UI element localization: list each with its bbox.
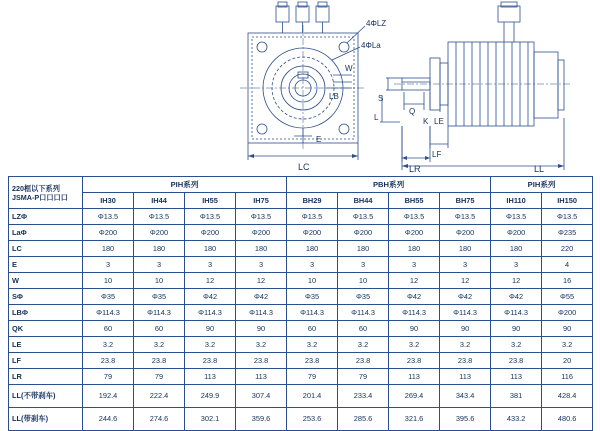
row-label-lb: LBΦ	[9, 305, 83, 321]
cell: Φ114.3	[287, 305, 338, 321]
label-le-side: LE	[434, 117, 444, 126]
row-label-e: E	[9, 257, 83, 273]
cell: 233.4	[338, 385, 389, 408]
cell: 3.2	[83, 337, 134, 353]
cell: 180	[287, 241, 338, 257]
table-row	[9, 257, 593, 273]
cell: 4	[542, 257, 593, 273]
cell: 10	[287, 273, 338, 289]
label-q-side: Q	[409, 107, 416, 116]
row-label-lz: LZΦ	[9, 209, 83, 225]
group-header-pih-1: PIH系列	[83, 177, 287, 193]
row-label-lr: LR	[9, 369, 83, 385]
cell: 90	[389, 321, 440, 337]
label-lb-front: LB	[329, 92, 339, 101]
cell: 285.6	[338, 408, 389, 431]
cell: 3.2	[389, 337, 440, 353]
cell: 79	[338, 369, 389, 385]
row-label-le: LE	[9, 337, 83, 353]
column-header-bh29: BH29	[287, 193, 338, 209]
cell: Φ42	[440, 289, 491, 305]
cell: Φ200	[83, 225, 134, 241]
cell: Φ114.3	[440, 305, 491, 321]
label-lr-side: LR	[409, 164, 421, 174]
cell: Φ42	[491, 289, 542, 305]
cell: 60	[134, 321, 185, 337]
cell: 3	[236, 257, 287, 273]
cell: 433.2	[491, 408, 542, 431]
cell: Φ114.3	[491, 305, 542, 321]
cell: 180	[185, 241, 236, 257]
cell: 90	[491, 321, 542, 337]
cell: Φ13.5	[440, 209, 491, 225]
group-header-pbh: PBH系列	[287, 177, 491, 193]
cell: 16	[542, 273, 593, 289]
column-header-ih110: IH110	[491, 193, 542, 209]
cell: 192.4	[83, 385, 134, 408]
cell: Φ200	[185, 225, 236, 241]
cell: 10	[134, 273, 185, 289]
cell: 3.2	[440, 337, 491, 353]
cell: 3.2	[491, 337, 542, 353]
cell: 23.8	[440, 353, 491, 369]
cell: Φ13.5	[338, 209, 389, 225]
cell: 90	[440, 321, 491, 337]
cell: 60	[83, 321, 134, 337]
cell: Φ114.3	[185, 305, 236, 321]
cell: Φ13.5	[491, 209, 542, 225]
cell: Φ35	[83, 289, 134, 305]
cell: 3	[287, 257, 338, 273]
cell: 23.8	[389, 353, 440, 369]
cell: 116	[542, 369, 593, 385]
cell: 269.4	[389, 385, 440, 408]
column-header-ih75: IH75	[236, 193, 287, 209]
cell: 90	[236, 321, 287, 337]
cell: 249.9	[185, 385, 236, 408]
label-lc-front: LC	[298, 162, 310, 172]
table-corner-cell	[9, 177, 83, 209]
cell: 12	[491, 273, 542, 289]
cell: Φ200	[542, 305, 593, 321]
table-row	[9, 273, 593, 289]
cell: 3	[491, 257, 542, 273]
cell: 201.4	[287, 385, 338, 408]
table-row	[9, 225, 593, 241]
cell: 79	[134, 369, 185, 385]
label-w-front: W	[345, 64, 353, 73]
cell: 480.6	[542, 408, 593, 431]
table-row	[9, 337, 593, 353]
cell: 180	[440, 241, 491, 257]
cell: 90	[185, 321, 236, 337]
cell: Φ55	[542, 289, 593, 305]
dimension-table-wrapper	[8, 176, 592, 431]
cell: Φ114.3	[134, 305, 185, 321]
cell: 79	[83, 369, 134, 385]
cell: 20	[542, 353, 593, 369]
cell: 23.8	[287, 353, 338, 369]
cell: 79	[287, 369, 338, 385]
cell: Φ42	[185, 289, 236, 305]
cell: Φ13.5	[236, 209, 287, 225]
cell: Φ35	[134, 289, 185, 305]
cell: Φ114.3	[83, 305, 134, 321]
cell: Φ114.3	[236, 305, 287, 321]
label-e-front: E	[316, 135, 322, 144]
cell: 395.6	[440, 408, 491, 431]
cell: 343.4	[440, 385, 491, 408]
cell: Φ42	[389, 289, 440, 305]
cell: Φ200	[236, 225, 287, 241]
corner-line-1: 220框以下系列	[12, 183, 60, 193]
cell: Φ200	[491, 225, 542, 241]
cell: 23.8	[338, 353, 389, 369]
motor-dimension-drawings	[0, 0, 600, 175]
row-label-s: SΦ	[9, 289, 83, 305]
table-row	[9, 369, 593, 385]
row-label-lf: LF	[9, 353, 83, 369]
cell: Φ13.5	[542, 209, 593, 225]
cell: 3.2	[134, 337, 185, 353]
cell: 3	[440, 257, 491, 273]
cell: 428.4	[542, 385, 593, 408]
cell: 3	[134, 257, 185, 273]
cell: 381	[491, 385, 542, 408]
cell: Φ114.3	[389, 305, 440, 321]
table-row	[9, 353, 593, 369]
cell: 23.8	[83, 353, 134, 369]
cell: 180	[389, 241, 440, 257]
cell: 23.8	[185, 353, 236, 369]
column-header-ih30: IH30	[83, 193, 134, 209]
cell: Φ13.5	[134, 209, 185, 225]
cell: 12	[185, 273, 236, 289]
cell: 113	[236, 369, 287, 385]
cell: 3.2	[185, 337, 236, 353]
row-label-w: W	[9, 273, 83, 289]
cell: Φ13.5	[287, 209, 338, 225]
cell: Φ35	[338, 289, 389, 305]
cell: Φ114.3	[338, 305, 389, 321]
cell: 321.6	[389, 408, 440, 431]
table-group-header-row	[9, 177, 593, 193]
column-header-ih150: IH150	[542, 193, 593, 209]
cell: 3	[338, 257, 389, 273]
cell: Φ42	[236, 289, 287, 305]
cell: 3	[389, 257, 440, 273]
label-k-side: K	[423, 117, 429, 126]
row-label-ll-with-brake: LL(带刹车)	[9, 408, 83, 431]
cell: 3.2	[338, 337, 389, 353]
label-4-phi-la: 4ΦLa	[361, 41, 381, 50]
cell: Φ35	[287, 289, 338, 305]
cell: 60	[287, 321, 338, 337]
cell: 253.6	[287, 408, 338, 431]
corner-line-2: JSMA-P口口口口	[12, 192, 68, 202]
cell: 180	[134, 241, 185, 257]
cell: Φ200	[134, 225, 185, 241]
label-ll-side: LL	[534, 164, 545, 174]
cell: 3.2	[236, 337, 287, 353]
cell: 23.8	[491, 353, 542, 369]
cell: 113	[389, 369, 440, 385]
row-label-lc: LC	[9, 241, 83, 257]
cell: 10	[338, 273, 389, 289]
column-header-bh75: BH75	[440, 193, 491, 209]
table-row	[9, 209, 593, 225]
cell: 113	[440, 369, 491, 385]
cell: Φ200	[440, 225, 491, 241]
cell: Φ200	[338, 225, 389, 241]
table-row	[9, 321, 593, 337]
table-column-header-row	[9, 193, 593, 209]
cell: 274.6	[134, 408, 185, 431]
cell: Φ200	[389, 225, 440, 241]
row-label-ll-no-brake: LL(不带刹车)	[9, 385, 83, 408]
dimension-table	[8, 176, 593, 431]
cell: 180	[491, 241, 542, 257]
cell: 307.4	[236, 385, 287, 408]
cell: 12	[236, 273, 287, 289]
row-label-la: LaΦ	[9, 225, 83, 241]
cell: 3.2	[542, 337, 593, 353]
cell: 3	[185, 257, 236, 273]
column-header-ih55: IH55	[185, 193, 236, 209]
group-header-pih-2: PIH系列	[491, 177, 593, 193]
table-row	[9, 385, 593, 408]
cell: 180	[338, 241, 389, 257]
table-row	[9, 241, 593, 257]
cell: Φ235	[542, 225, 593, 241]
label-4-phi-lz: 4ΦLZ	[366, 19, 387, 28]
cell: 12	[440, 273, 491, 289]
column-header-ih44: IH44	[134, 193, 185, 209]
cell: 113	[185, 369, 236, 385]
cell: Φ13.5	[185, 209, 236, 225]
cell: 113	[491, 369, 542, 385]
cell: Φ13.5	[389, 209, 440, 225]
cell: Φ200	[287, 225, 338, 241]
cell: 3	[83, 257, 134, 273]
table-row	[9, 305, 593, 321]
row-label-qk: QK	[9, 321, 83, 337]
cell: 359.6	[236, 408, 287, 431]
label-lf-side: LF	[432, 150, 442, 159]
cell: 222.4	[134, 385, 185, 408]
cell: 23.8	[134, 353, 185, 369]
label-s-side: S	[378, 94, 384, 103]
column-header-bh55: BH55	[389, 193, 440, 209]
label-l-side: L	[374, 113, 379, 122]
cell: 23.8	[236, 353, 287, 369]
drawing-svg	[0, 0, 600, 175]
cell: 244.6	[83, 408, 134, 431]
cell: 60	[338, 321, 389, 337]
column-header-bh44: BH44	[338, 193, 389, 209]
cell: Φ13.5	[83, 209, 134, 225]
cell: 90	[542, 321, 593, 337]
cell: 3.2	[287, 337, 338, 353]
cell: 12	[389, 273, 440, 289]
cell: 302.1	[185, 408, 236, 431]
cell: 180	[83, 241, 134, 257]
cell: 10	[83, 273, 134, 289]
table-row	[9, 289, 593, 305]
cell: 180	[236, 241, 287, 257]
cell: 220	[542, 241, 593, 257]
